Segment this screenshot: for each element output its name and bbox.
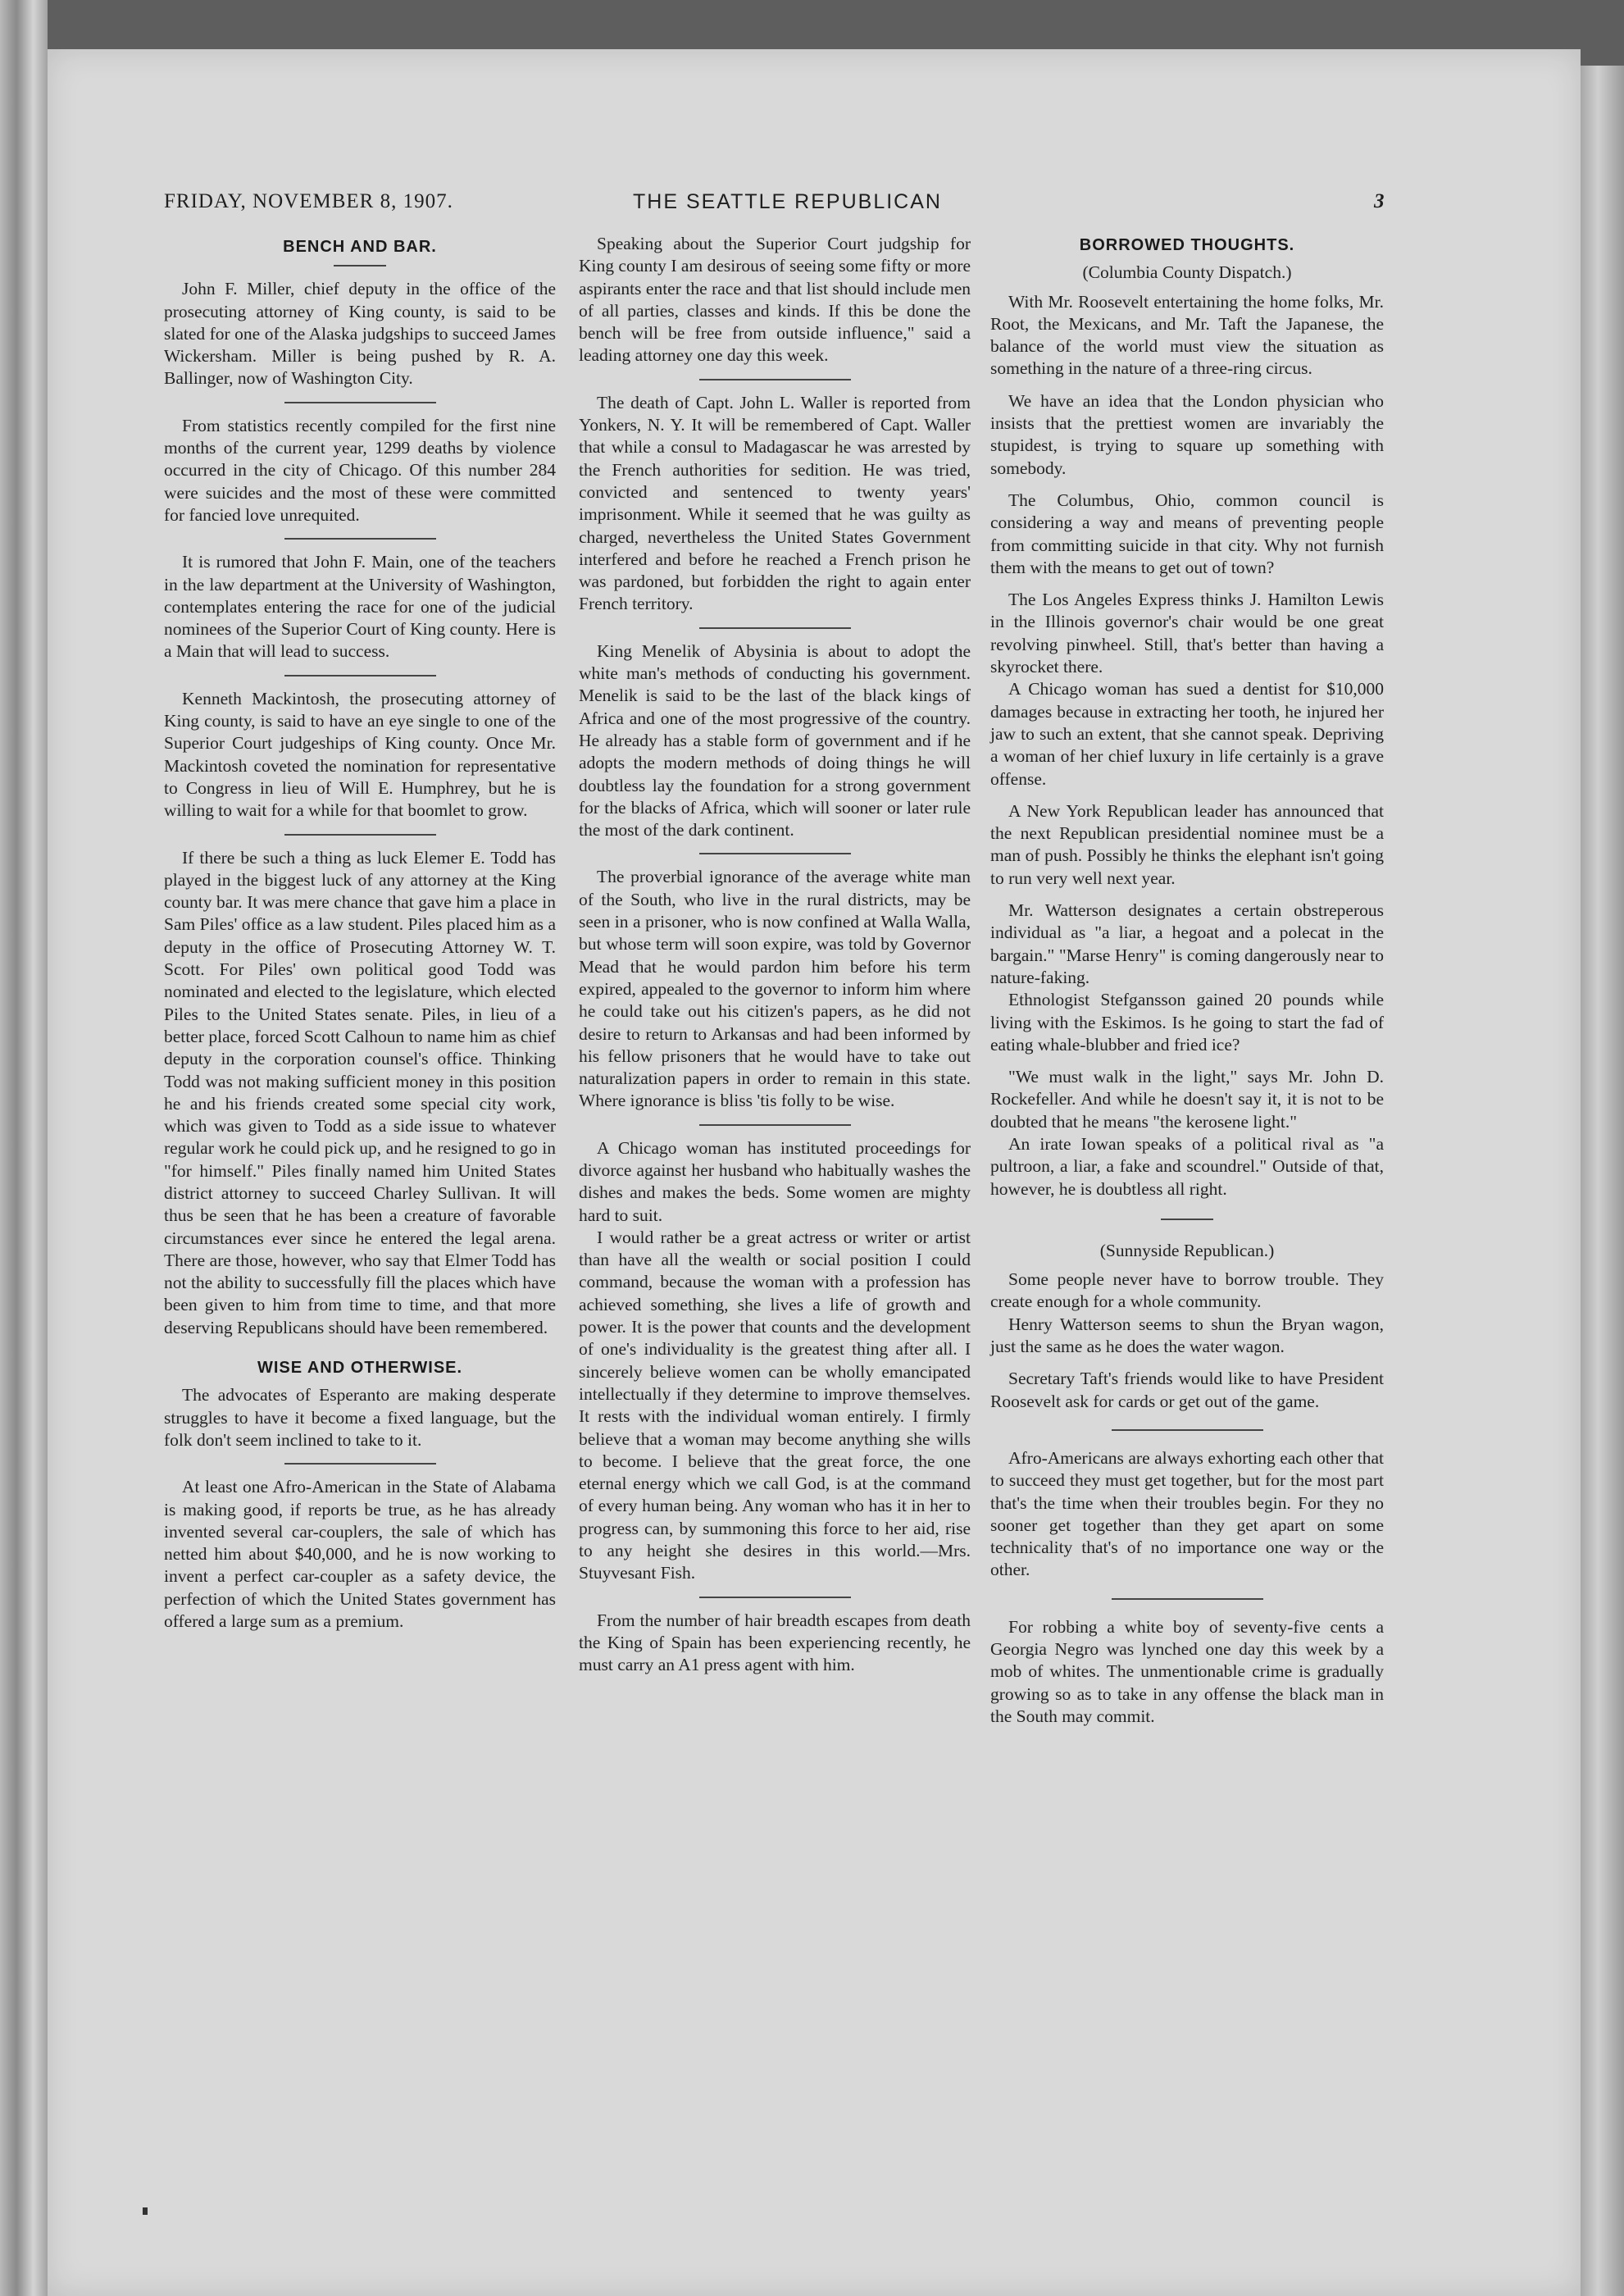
divider: [334, 265, 386, 266]
article-paragraph: Afro-Americans are always exhorting each other that to succeed they must get together, but for the most part that's the time when their troubles begin. For they no sooner get together than they get apart on some technicality that's of no importance one way or the other.: [990, 1447, 1384, 1580]
article-paragraph: The proverbial ignorance of the average white man of the South, who live in the rural districts, may be seen in a prisoner, who is now confined at Walla Walla, but whose term will soon expire, was told by Governor Mead that he would pardon him before his term expired, appealed to the governor to inform him where he could take out his citizen's papers, as he did not desire to return to Arkansas and had been informed by his fellow prisoners that he would have to take out naturalization papers in order to remain in this state. Where ignorance is bliss 'tis folly to be wise.: [579, 867, 971, 1111]
article-paragraph: At least one Afro-American in the State of Alabama is making good, if reports be true, as he has already invented several car-couplers, the sale of which has netted him about $40,000, and he is now working to invent a perfect car-coupler as a safety device, the perfection of which the United States government has offered a large sum as a premium.: [164, 1477, 556, 1632]
article-paragraph: If there be such a thing as luck Elemer E. Todd has played in the biggest luck of any attorney at the King county bar. It was mere chance that gave him a place in Sam Piles' office as a law student. Piles placed him as a deputy in the office of Prosecuting Attorney W. T. Scott. For Piles' own political good Todd was nominated and elected to the legislature, which elected Piles to the United States senate. Piles, in lieu of a better place, forced Scott Calhoun to name him as chief deputy in the corporation counsel's office. Thinking Todd was not making sufficient money in this position he and his friends created some special city work, which was given to Todd as a side issue to whatever regular work he could pick up, and he resigned to go in "for himself." Piles finally named him United States district attorney to succeed Charley Sullivan. It will thus be seen that he has been a creature of favorable circumstances ever since he entered the legal arena. There are those, however, who say that Elmer Todd has not the ability to successfully fill the places which have been given to him from time to time, and that more deserving Republicans should have been remembered.: [164, 847, 556, 1337]
article-paragraph: Ethnologist Stefgansson gained 20 pounds while living with the Eskimos. Is he going to start the fad of eating whale-blubber and fried ice?: [990, 990, 1384, 1055]
divider: [284, 402, 436, 403]
article-paragraph: A Chicago woman has instituted proceedings for divorce against her husband who habitually washes the dishes and makes the beds. Some women are mighty hard to suit.: [579, 1137, 971, 1225]
article-paragraph: The advocates of Esperanto are making desperate struggles to have it become a fixed language, but the folk don't seem inclined to take to it.: [164, 1385, 556, 1450]
article-paragraph: Mr. Watterson designates a certain obstreperous individual as "a liar, a hegoat and a polecat in the bargain." "Marse Henry" is coming dangerously near to nature-faking.: [990, 900, 1384, 987]
column-1: [164, 230, 556, 1633]
divider: [699, 1597, 851, 1598]
article-paragraph: We have an idea that the London physician who insists that the prettiest women are invariably the stupidest, is trying to square up something with somebody.: [990, 390, 1384, 478]
article-paragraph: It is rumored that John F. Main, one of the teachers in the law department at the University of Washington, contemplates entering the race for one of the judicial nominees of the Superior Court of King county. Here is a Main that will lead to success.: [164, 552, 556, 662]
column-2: [579, 230, 971, 1677]
section-title-wise-and-otherwise: WISE AND OTHERWISE.: [257, 1359, 463, 1378]
article-paragraph: An irate Iowan speaks of a political rival as "a pultroon, a liar, a fake and scoundrel." Outside of that, however, he is doubtless all right.: [990, 1133, 1384, 1199]
divider: [699, 379, 851, 380]
source-credit: (Sunnyside Republican.): [1099, 1240, 1275, 1260]
article-paragraph: Secretary Taft's friends would like to have President Roosevelt ask for cards or get out of the game.: [990, 1369, 1384, 1411]
divider: [1112, 1429, 1263, 1431]
page-mark: [143, 2207, 148, 2215]
article-paragraph: The Columbus, Ohio, common council is considering a way and means of preventing people from committing suicide in that city. Why not furnish them with the means to get out of town?: [990, 490, 1384, 577]
article-paragraph: A Chicago woman has sued a dentist for $10,000 damages because in extracting her tooth, he injured her jaw to such an extent, that she cannot speak. Depriving a woman of her chief luxury in life certainly is a grave offense.: [990, 679, 1384, 789]
column-3: [990, 230, 1384, 1728]
article-paragraph: With Mr. Roosevelt entertaining the home folks, Mr. Root, the Mexicans, and Mr. Taft the Japanese, the balance of the world must view the situation as something in the nature of a three-ring circus.: [990, 291, 1384, 379]
divider: [284, 834, 436, 836]
divider: [1112, 1598, 1263, 1600]
article-paragraph: The death of Capt. John L. Waller is reported from Yonkers, N. Y. It will be remembered of Capt. Waller that while a consul to Madagascar he was arrested by the French authorities for sedition. He was tried, convicted and sentenced to twenty years' imprisonment. While it seemed that he was guilty as charged, nevertheless the United States Government interfered and before he reached a French prison he was pardoned, but forbidden the right to again enter French territory.: [579, 392, 971, 614]
divider: [1161, 1219, 1213, 1220]
divider: [284, 675, 436, 676]
page-number: 3: [1374, 190, 1385, 212]
article-paragraph: Henry Watterson seems to shun the Bryan wagon, just the same as he does the water wagon.: [990, 1314, 1384, 1357]
article-paragraph: From statistics recently compiled for the first nine months of the current year, 1299 deaths by violence occurred in the city of Chicago. Of this number 284 were suicides and the most of these were committed for fancied love unrequited.: [164, 415, 556, 525]
article-paragraph: Some people never have to borrow trouble. They create enough for a whole community.: [990, 1269, 1384, 1312]
right-page-edge: [1581, 66, 1624, 2296]
divider: [284, 1463, 436, 1465]
divider: [284, 538, 436, 540]
article-paragraph: I would rather be a great actress or writer or artist than have all the wealth or social position I could command, because the woman with a profession has achieved something, she lives a life of growth and power. It is the power that counts and the development of one's individuality is the greatest thing after all. I sincerely believe women can be wholly emancipated intellectually if they determine to improve themselves. It rests with the individual woman entirely. I firmly believe that a woman may become anything she wills to become. I believe that the great force, the one eternal energy which we call God, is at the command of every human being. Any woman who has it in her to progress can, by summoning this force to her aid, rise to any height she desires in this world.—Mrs. Stuyvesant Fish.: [579, 1227, 971, 1583]
left-binding-edge: [0, 0, 48, 2296]
article-paragraph: The Los Angeles Express thinks J. Hamilton Lewis in the Illinois governor's chair would be one great revolving pinwheel. Still, that's better than having a skyrocket there.: [990, 590, 1384, 677]
article-paragraph: Speaking about the Superior Court judgship for King county I am desirous of seeing some fifty or more aspirants enter the race and that list should include men of all parties, classes and kinds. If this be done the bench will be free from outside influence," said a leading attorney one day this week.: [579, 234, 971, 366]
article-paragraph: King Menelik of Abysinia is about to adopt the white man's methods of conducting his government. Menelik is said to be the last of the black kings of Africa and one of the most progressive of the country. He already has a stable form of government and if he adopts the modern methods of doing things he will doubtless lay the foundation for a strong government for the blacks of Africa, which will sooner or later rule the most of the dark continent.: [579, 640, 971, 840]
article-paragraph: John F. Miller, chief deputy in the office of the prosecuting attorney of King county, is said to be slated for one of the Alaska judgships to succeed James Wickersham. Miller is being pushed by R. A. Ballinger, now of Washington City.: [164, 279, 556, 389]
newspaper-title: THE SEATTLE REPUBLICAN: [633, 190, 942, 213]
article-paragraph: "We must walk in the light," says Mr. John D. Rockefeller. And while he doesn't say it, it is not to be doubted that he means "the kerosene light.": [990, 1067, 1384, 1132]
section-title-bench-and-bar: BENCH AND BAR.: [283, 238, 437, 256]
issue-date: FRIDAY, NOVEMBER 8, 1907.: [164, 190, 453, 212]
source-credit: (Columbia County Dispatch.): [1082, 262, 1292, 283]
divider: [699, 627, 851, 629]
article-paragraph: For robbing a white boy of seventy-five cents a Georgia Negro was lynched one day this week by a mob of whites. The unmentionable crime is gradually growing so as to take in any offense the black man in the South may commit.: [990, 1616, 1384, 1726]
section-title-borrowed-thoughts: BORROWED THOUGHTS.: [1079, 236, 1295, 254]
divider: [699, 853, 851, 854]
article-paragraph: From the number of hair breadth escapes from death the King of Spain has been experiencing recently, he must carry an A1 press agent with him.: [579, 1610, 971, 1675]
article-paragraph: Kenneth Mackintosh, the prosecuting attorney of King county, is said to have an eye single to one of the Superior Court judgeships of King county. Once Mr. Mackintosh coveted the nomination for representative to Congress in lieu of Will E. Humphrey, but he is willing to wait for a while for that boomlet to grow.: [164, 688, 556, 821]
divider: [699, 1124, 851, 1126]
article-paragraph: A New York Republican leader has announced that the next Republican presidential nominee must be a man of push. Possibly he thinks the elephant isn't going to run very well next year.: [990, 800, 1384, 888]
